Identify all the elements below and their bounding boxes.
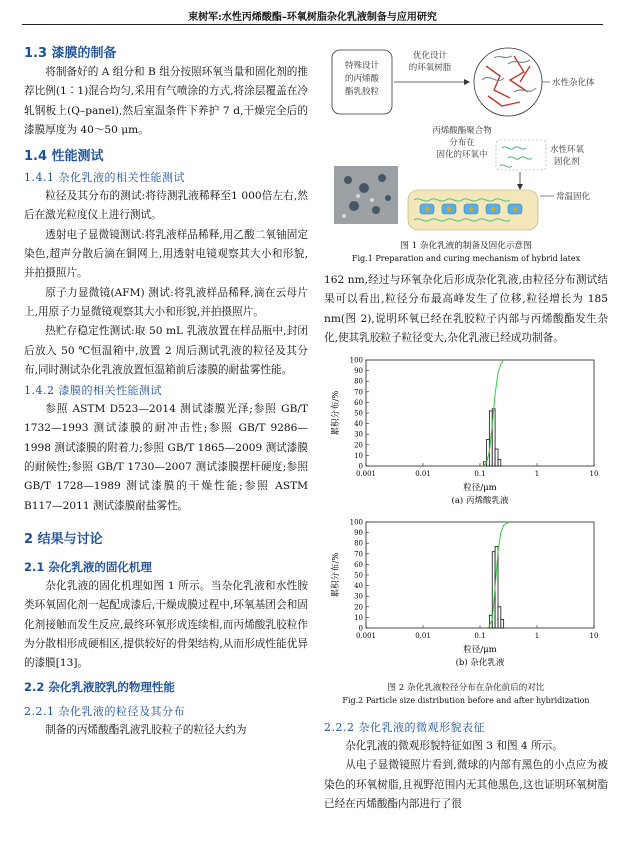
y-tick-label: 10 bbox=[354, 614, 363, 623]
y-tick-label: 30 bbox=[354, 592, 363, 601]
y-tick-label: 90 bbox=[354, 367, 363, 376]
figure-1-diagram bbox=[324, 36, 608, 234]
x-tick-label: 0.1 bbox=[474, 470, 486, 479]
y-tick-label: 60 bbox=[354, 561, 363, 570]
y-tick-label: 40 bbox=[354, 420, 363, 429]
paragraph: 透射电子显微镜测试:将乳液样品稀释,用乙酸二氧铀固定染色,超声分散后滴在铜网上,用透射电镜观察其大小和形貌,并拍摄照片。 bbox=[24, 228, 308, 280]
section-2-2-2-title: 2.2.2 杂化乳液的微观形貌表征 bbox=[324, 721, 485, 735]
label-opt-1: 优化设计 bbox=[412, 51, 448, 61]
label-hybrid: 水性杂化体 bbox=[552, 78, 595, 88]
y-tick-label: 70 bbox=[354, 388, 363, 397]
y-tick-label: 50 bbox=[354, 571, 363, 580]
y-axis-label: 累积分布/% bbox=[331, 552, 341, 598]
y-tick-label: 70 bbox=[354, 550, 363, 559]
histogram-bar bbox=[501, 620, 504, 628]
section-2-1-title: 2.1 杂化乳液的固化机理 bbox=[24, 559, 152, 574]
plot-frame bbox=[366, 522, 594, 628]
x-tick-label: 1 bbox=[534, 470, 540, 479]
x-axis-label: 粒径/μm bbox=[463, 645, 497, 656]
paragraph: 热贮存稳定性测试:取 50 mL 乳液放置在样品瓶中,封闭后放入 50 ℃恒温箱中,放置 2 周后测试乳液的粒径及其分布,同时测试杂化乳液放置恒温箱前后漆膜的耐盐雾性能。 bbox=[24, 325, 308, 376]
paragraph: 162 nm,经过与环氧杂化后形成杂化乳液,由粒径分布测试结果可以看出,粒径分布最高峰发生了位移,粒径增长为 185 nm(图 2),说明环氧已经在乳胶粒子内部与丙烯酸酯发生杂化,使其乳胶粒子粒径变大,杂化乳液已经成功制备。 bbox=[324, 274, 608, 344]
y-tick-label: 0 bbox=[358, 624, 363, 633]
y-tick-label: 80 bbox=[354, 377, 363, 386]
paragraph: 从电子显微镜照片看到,微球的内部有黑色的小点应为被染色的环氧树脂,且视野范围内无其他黑色,这也证明环氧树脂已经在丙烯酸酯内部进行了很 bbox=[324, 759, 608, 811]
hybrid-particle-icon bbox=[474, 48, 542, 116]
y-tick-label: 10 bbox=[354, 452, 363, 461]
chart-subtitle: (b) 杂化乳液 bbox=[455, 658, 505, 669]
paragraph: 将制备好的 A 组分和 B 组分按照环氧当量和固化剂的推荐比例(1∶1)混合均匀,采用有气喷涂的方式,将涂层覆盖在冷轧钢板上(Q–panel),然后室温条件下养护 7 d,干燥完全后的漆膜厚度为 40～50 μm。 bbox=[24, 66, 308, 136]
label-poly-2: 分布在 bbox=[449, 138, 475, 148]
y-tick-label: 90 bbox=[354, 529, 363, 538]
header-rule bbox=[22, 24, 603, 25]
arrow-head-icon bbox=[464, 79, 470, 85]
y-tick-label: 100 bbox=[349, 356, 363, 365]
histogram-bar bbox=[495, 449, 498, 466]
x-tick-label: 10 bbox=[589, 632, 599, 641]
paragraph: 制备的丙烯酸酯乳液乳胶粒子的粒径大约为 bbox=[45, 724, 247, 737]
x-tick-label: 0.01 bbox=[415, 632, 431, 641]
section-2-2-1-title: 2.2.1 杂化乳液的粒径及其分布 bbox=[24, 705, 185, 719]
label-opt-2: 的环氧树脂 bbox=[408, 63, 452, 73]
plot-frame bbox=[366, 360, 594, 466]
chart-subtitle: (a) 丙烯酸乳液 bbox=[451, 496, 509, 507]
label-poly-1: 丙烯酸酯聚合物 bbox=[432, 126, 492, 136]
figure-2-caption-en: Fig.2 Particle size distribution before and after hybridization bbox=[342, 696, 590, 706]
y-tick-label: 20 bbox=[354, 441, 363, 450]
histogram-bar bbox=[498, 460, 501, 466]
x-tick-label: 1 bbox=[534, 632, 540, 641]
label-rt-cure: 常温固化 bbox=[556, 192, 591, 202]
paragraph: 原子力显微镜(AFM) 测试:将乳液样品稀释,滴在云母片上,用原子力显微镜观察其大小和形貌,并拍摄照片。 bbox=[24, 286, 308, 318]
y-tick-label: 50 bbox=[354, 409, 363, 418]
right-column bbox=[324, 36, 608, 814]
y-tick-label: 40 bbox=[354, 582, 363, 591]
paragraph: 粒径及其分布的测试:将待测乳液稀释至1 000倍左右,然后在激光粒度仪上进行测试。 bbox=[24, 190, 308, 222]
figure-2a-chart bbox=[324, 352, 608, 510]
x-tick-label: 0.01 bbox=[415, 470, 431, 479]
y-tick-label: 100 bbox=[349, 518, 363, 527]
section-1-4-2-title: 1.4.2 漆膜的相关性能测试 bbox=[24, 384, 162, 398]
left-column bbox=[24, 36, 308, 741]
y-tick-label: 20 bbox=[354, 603, 363, 612]
y-axis-label: 累积分布/% bbox=[331, 390, 341, 436]
paragraph: 杂化乳液的固化机理如图 1 所示。当杂化乳液和水性胺类环氧固化剂一起配成漆后,干燥成膜过程中,环氧基团会和固化剂接触而发生反应,最终环氧形成连续相,而丙烯酸乳胶粒作为分散相形成硬相区,提供较好的骨架结构,从而形成性能优异的漆膜[13]。 bbox=[24, 579, 308, 670]
label-special-3: 酯乳胶粒 bbox=[344, 87, 380, 97]
paragraph: 杂化乳液的微观形貌特征如图 3 和图 4 所示。 bbox=[345, 740, 563, 753]
figure-1-caption-cn: 图 1 杂化乳液的制备及固化示意图 bbox=[400, 241, 532, 251]
arrow-head-icon bbox=[517, 184, 523, 190]
y-tick-label: 60 bbox=[354, 399, 363, 408]
x-tick-label: 0.001 bbox=[355, 632, 377, 641]
y-tick-label: 80 bbox=[354, 539, 363, 548]
y-tick-label: 0 bbox=[358, 462, 363, 471]
paragraph: 参照 ASTM D523—2014 测试漆膜光泽;参照 GB/T 1732—1993 测试漆膜的耐冲击性;参照 GB/T 9286—1998 测试漆膜的附着力;参照 GB/T 1865—2009 测试漆膜的耐候性;参照 GB/T 1730—2007 测试漆膜摆杆硬度;参照 GB/T 1728—1989 测试漆膜的干燥性能;参照 ASTM B117—2011 测试漆膜耐盐雾性。 bbox=[24, 403, 308, 512]
figure-2-caption-cn: 图 2 杂化乳液粒径分布在杂化前后的对比 bbox=[387, 683, 545, 694]
section-1-4-1-title: 1.4.1 杂化乳液的相关性能测试 bbox=[24, 171, 185, 185]
section-1-4-title: 1.4 性能测试 bbox=[24, 149, 104, 165]
label-curing-1: 水性环氧 bbox=[550, 145, 585, 155]
figure-1-caption-en: Fig.1 Preparation and curing mechanism of hybrid latex bbox=[351, 254, 581, 263]
y-tick-label: 30 bbox=[354, 430, 363, 439]
histogram-bar bbox=[498, 607, 501, 628]
x-tick-label: 0.1 bbox=[474, 632, 486, 641]
section-2-title: 2 结果与讨论 bbox=[24, 531, 103, 547]
x-tick-label: 10 bbox=[589, 470, 599, 479]
label-curing-2: 固化剂 bbox=[554, 157, 580, 167]
label-poly-3: 固化的环氧中 bbox=[436, 150, 488, 160]
figure-2b-chart bbox=[324, 514, 608, 672]
section-1-3-title: 1.3 漆膜的制备 bbox=[24, 46, 117, 61]
x-axis-label: 粒径/μm bbox=[463, 483, 497, 494]
label-special-1: 特殊设计 bbox=[344, 61, 380, 71]
running-header: 束树军:水性丙烯酸酯–环氧树脂杂化乳液制备与应用研究 bbox=[188, 12, 437, 23]
section-2-2-title: 2.2 杂化乳液胶乳的物理性能 bbox=[24, 680, 175, 695]
x-tick-label: 0.001 bbox=[355, 470, 377, 479]
label-special-2: 的丙烯酸 bbox=[344, 74, 380, 84]
